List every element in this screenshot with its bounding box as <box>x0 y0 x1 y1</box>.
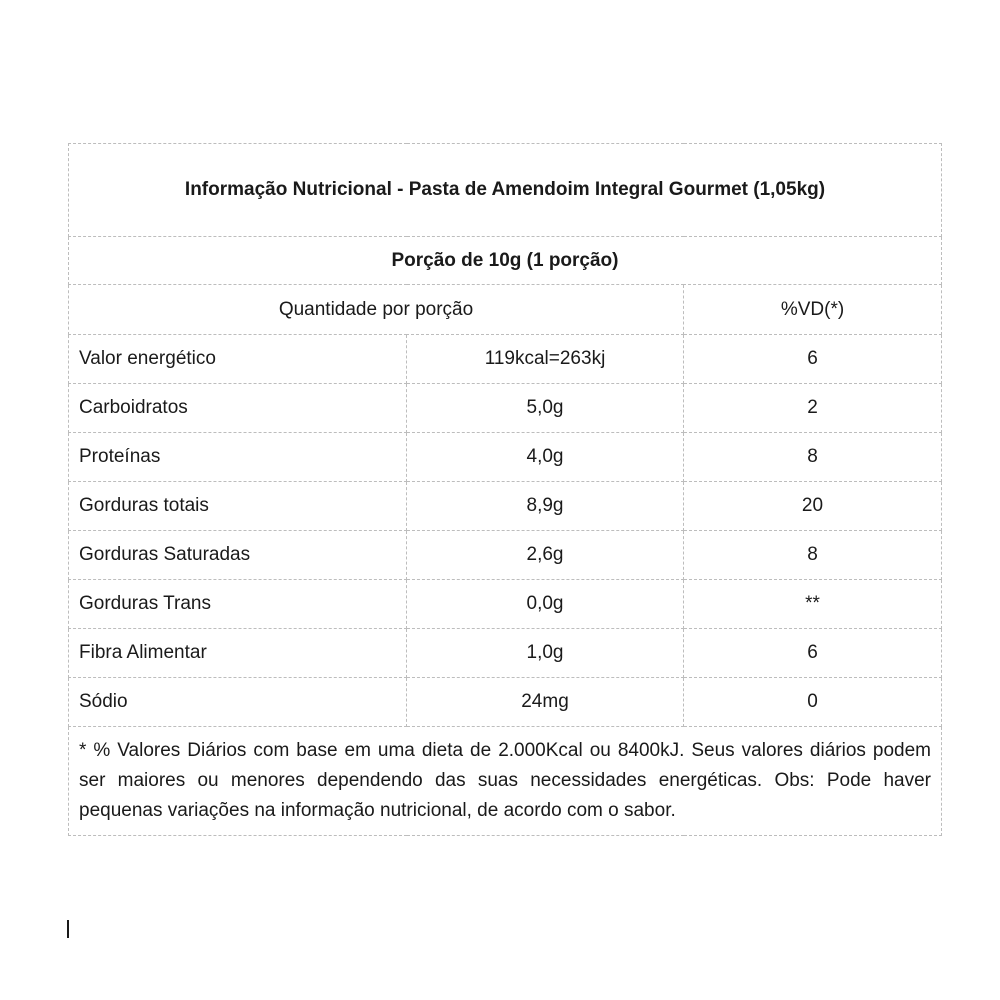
table-row <box>69 629 942 678</box>
nutrient-name: Gorduras totais <box>69 482 407 531</box>
nutrient-quantity: 8,9g <box>407 482 684 531</box>
table-row <box>69 433 942 482</box>
nutrient-vd: 8 <box>684 433 942 482</box>
vd-header: %VD(*) <box>684 285 942 335</box>
nutrient-vd: 0 <box>684 678 942 727</box>
table-row <box>69 335 942 384</box>
nutrient-name: Proteínas <box>69 433 407 482</box>
portion-size: Porção de 10g (1 porção) <box>69 237 942 285</box>
nutrient-name: Gorduras Trans <box>69 580 407 629</box>
table-row <box>69 384 942 433</box>
text-cursor <box>67 920 69 938</box>
nutrient-quantity: 0,0g <box>407 580 684 629</box>
table-title: Informação Nutricional - Pasta de Amendoim Integral Gourmet (1,05kg) <box>69 144 942 237</box>
nutrient-vd: 20 <box>684 482 942 531</box>
nutrient-quantity: 1,0g <box>407 629 684 678</box>
nutrient-vd: 8 <box>684 531 942 580</box>
nutrient-vd: ** <box>684 580 942 629</box>
nutrition-facts-table <box>68 143 942 836</box>
nutrient-vd: 2 <box>684 384 942 433</box>
nutrient-name: Valor energético <box>69 335 407 384</box>
table-row <box>69 580 942 629</box>
table-row <box>69 531 942 580</box>
nutrient-quantity: 24mg <box>407 678 684 727</box>
nutrient-name: Fibra Alimentar <box>69 629 407 678</box>
nutrient-name: Carboidratos <box>69 384 407 433</box>
nutrient-name: Gorduras Saturadas <box>69 531 407 580</box>
table-row <box>69 678 942 727</box>
footnote: * % Valores Diários com base em uma dieta de 2.000Kcal ou 8400kJ. Seus valores diários podem ser maiores ou menores dependendo das suas necessidades energéticas. Obs: Pode haver pequenas variações na informação nutricional, de acordo com o sabor. <box>69 727 942 836</box>
nutrient-quantity: 119kcal=263kj <box>407 335 684 384</box>
nutrient-name: Sódio <box>69 678 407 727</box>
nutrient-vd: 6 <box>684 335 942 384</box>
nutrient-quantity: 2,6g <box>407 531 684 580</box>
nutrient-quantity: 5,0g <box>407 384 684 433</box>
table-row <box>69 482 942 531</box>
quantity-header: Quantidade por porção <box>69 285 684 335</box>
nutrient-quantity: 4,0g <box>407 433 684 482</box>
nutrient-vd: 6 <box>684 629 942 678</box>
